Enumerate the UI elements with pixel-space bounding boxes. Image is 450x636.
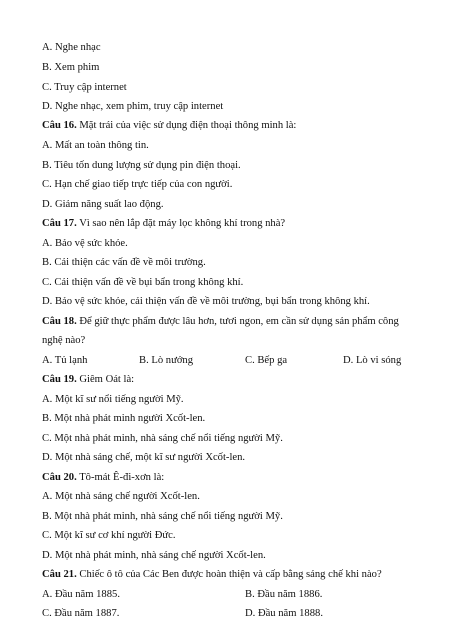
q20-text: Tô-mát Ê-đi-xơn là: [76,472,165,483]
q16-question [42,119,430,132]
q21-text: Chiếc ô tô của Các Ben được hoàn thiện và cấp bằng sáng chế khi nào? [76,569,382,580]
q18-option-d: D. Lò vi sóng [343,355,402,366]
q20-option-b: B. Một nhà phát minh, nhà sáng chế nổi tiếng người Mỹ. [42,511,283,522]
q16-option-d: D. Giảm năng suất lao động. [42,199,164,210]
q21-option-c: C. Đầu năm 1887. [42,608,120,619]
q18-question [42,315,430,328]
q17-option-b: B. Cải thiện các vấn đề về môi trường. [42,257,206,268]
q17-option-a: A. Bảo vệ sức khỏe. [42,238,128,249]
q16-text: Mặt trái của việc sử dụng điện thoại thông minh là: [76,120,297,131]
q17-question [42,217,430,230]
q19-option-d: D. Một nhà sáng chế, một kĩ sư người Xcốt-len. [42,452,246,463]
q20-label: Câu 20. [42,472,77,483]
q15-option-b: B. Xem phim [42,62,100,73]
q15-option-d: D. Nghe nhạc, xem phim, truy cập internet [42,101,224,112]
q21-option-b: B. Đầu năm 1886. [245,589,323,600]
q21-question [42,568,430,581]
q19-option-c: C. Một nhà phát minh, nhà sáng chế nổi tiếng người Mỹ. [42,433,283,444]
q16-option-c: C. Hạn chế giao tiếp trực tiếp của con người. [42,179,233,190]
q18-option-a: A. Tủ lạnh [42,355,88,366]
q19-text: Giêm Oát là: [76,374,135,385]
q19-question [42,373,430,386]
q17-option-d: D. Bảo vệ sức khỏe, cải thiện vấn đề về môi trường, bụi bẩn trong không khí. [42,296,370,307]
q21-option-a: A. Đầu năm 1885. [42,589,120,600]
q20-question [42,471,430,484]
q20-option-a: A. Một nhà sáng chế người Xcốt-len. [42,491,200,502]
q18-text: Để giữ thực phẩm được lâu hơn, tươi ngon, em cần sử dụng sản phẩm công [76,316,399,327]
q17-option-c: C. Cải thiện vấn đề về bụi bẩn trong không khí. [42,277,244,288]
q20-option-d: D. Một nhà phát minh, nhà sáng chế người Xcốt-len. [42,550,266,561]
q16-option-b: B. Tiêu tốn dung lượng sử dụng pin điện thoại. [42,160,241,171]
q21-option-d: D. Đầu năm 1888. [245,608,323,619]
q18-label: Câu 18. [42,316,77,327]
q18-option-b: B. Lò nướng [139,355,194,366]
q19-option-a: A. Một kĩ sư nổi tiếng người Mỹ. [42,394,184,405]
q15-option-a: A. Nghe nhạc [42,42,101,53]
q16-label: Câu 16. [42,120,77,131]
q16-option-a: A. Mất an toàn thông tin. [42,140,149,151]
q20-option-c: C. Một kĩ sư cơ khí người Đức. [42,530,176,541]
q17-text: Vì sao nên lắp đặt máy lọc không khí trong nhà? [76,218,286,229]
q19-option-b: B. Một nhà phát minh người Xcốt-len. [42,413,206,424]
q15-option-c: C. Truy cập internet [42,82,127,93]
q17-label: Câu 17. [42,218,77,229]
q19-label: Câu 19. [42,374,77,385]
q21-label: Câu 21. [42,569,77,580]
q18-option-c: C. Bếp ga [245,355,288,366]
q18-question-cont: nghệ nào? [42,335,86,346]
